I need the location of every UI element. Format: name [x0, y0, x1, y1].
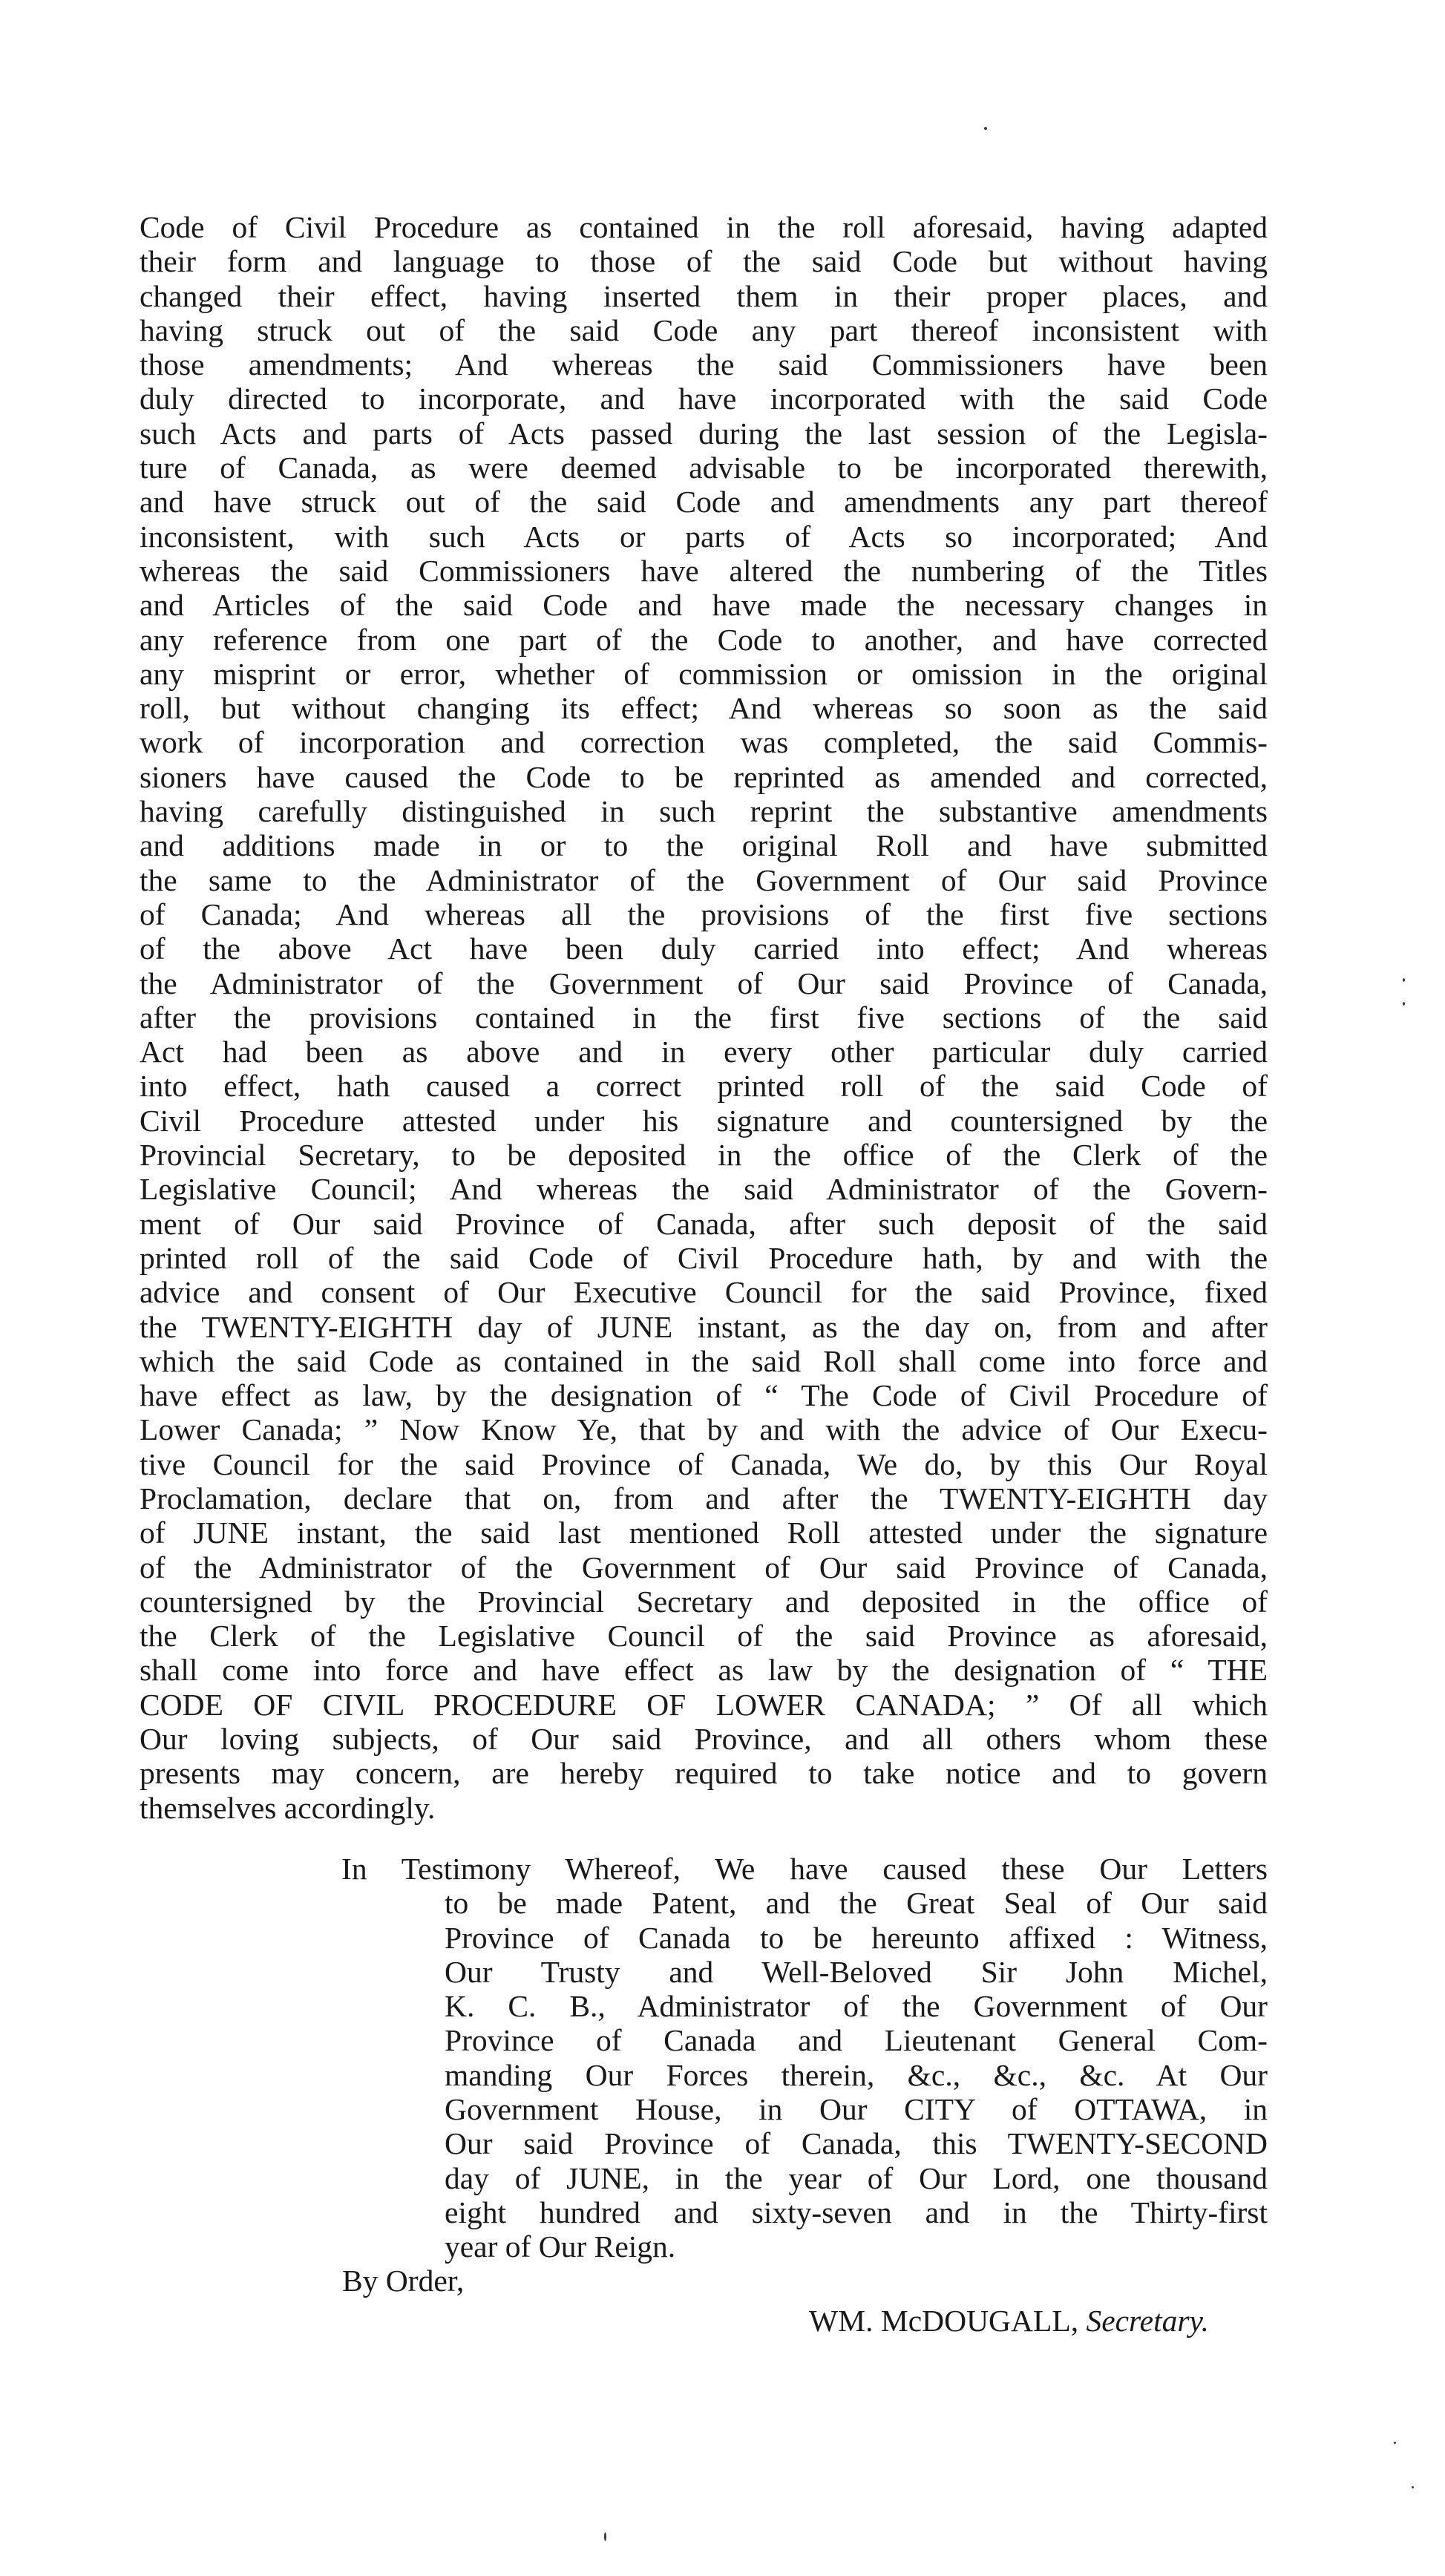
- body-line: their form and language to those of the said Code but without having: [140, 244, 1268, 279]
- testimony-line: Province of Canada to be hereunto affixed : Witness,: [445, 1920, 1268, 1955]
- body-line: presents may concern, are hereby required to take notice and to govern: [140, 1756, 1268, 1791]
- body-line: printed roll of the said Code of Civil Procedure hath, by and with the: [140, 1240, 1268, 1275]
- body-line: of JUNE instant, the said last mentioned Roll attested under the signature: [140, 1515, 1268, 1550]
- testimony-line: Our Trusty and Well-Beloved Sir John Michel,: [445, 1954, 1268, 1989]
- body-line: ment of Our said Province of Canada, after such deposit of the said: [140, 1206, 1268, 1241]
- body-line: Provincial Secretary, to be deposited in the office of the Clerk of the: [140, 1138, 1268, 1173]
- body-line: work of incorporation and correction was completed, the said Commis-: [140, 725, 1268, 760]
- scan-speck: [1403, 1002, 1405, 1006]
- body-line: have effect as law, by the designation of “ The Code of Civil Procedure of: [140, 1378, 1268, 1413]
- body-line: ture of Canada, as were deemed advisable to be incorporated therewith,: [140, 450, 1268, 485]
- scan-speck: [1394, 2442, 1396, 2444]
- body-line: and Articles of the said Code and have made the necessary changes in: [140, 588, 1268, 623]
- body-line: of Canada; And whereas all the provisions of the first five sections: [140, 897, 1268, 931]
- body-line: having struck out of the said Code any part thereof inconsistent with: [140, 312, 1268, 347]
- body-line: which the said Code as contained in the said Roll shall come into force and: [140, 1343, 1268, 1378]
- testimony-line: Our said Province of Canada, this TWENTY-SECOND: [445, 2126, 1268, 2161]
- body-line: Legislative Council; And whereas the said Administrator of the Govern-: [140, 1172, 1268, 1207]
- testimony-line: In Testimony Whereof, We have caused these Our Letters: [341, 1852, 1268, 1886]
- signatory-title: Secretary.: [1086, 2304, 1210, 2338]
- body-line: Proclamation, declare that on, from and after the TWENTY-EIGHTH day: [140, 1481, 1268, 1515]
- signature-block: [809, 2304, 1209, 2338]
- body-line: sioners have caused the Code to be reprinted as amended and corrected,: [140, 759, 1268, 794]
- body-line: shall come into force and have effect as law by the designation of “ THE: [140, 1653, 1268, 1688]
- testimony-line: eight hundred and sixty-seven and in the Thirty-first: [445, 2195, 1268, 2229]
- body-line: Our loving subjects, of Our said Province, and all others whom these: [140, 1722, 1268, 1757]
- body-line: themselves accordingly.: [140, 1790, 436, 1825]
- body-line: into effect, hath caused a correct printed roll of the said Code of: [140, 1069, 1268, 1104]
- body-line: inconsistent, with such Acts or parts of Acts so incorporated; And: [140, 519, 1268, 554]
- body-line: and additions made in or to the original Roll and have submitted: [140, 828, 1268, 863]
- scan-speck: [604, 2532, 606, 2541]
- body-line: Lower Canada; ” Now Know Ye, that by and with the advice of Our Execu-: [140, 1412, 1268, 1447]
- body-line: tive Council for the said Province of Canada, We do, by this Our Royal: [140, 1446, 1268, 1481]
- body-line: after the provisions contained in the first five sections of the said: [140, 1000, 1268, 1035]
- testimony-line: year of Our Reign.: [445, 2229, 676, 2264]
- body-line: such Acts and parts of Acts passed during the last session of the Legisla-: [140, 416, 1268, 450]
- body-line: changed their effect, having inserted them in their proper places, and: [140, 278, 1268, 313]
- testimony-line: manding Our Forces therein, &c., &c., &c. At Our: [445, 2057, 1268, 2092]
- signatory-name: WM. McDOUGALL,: [809, 2304, 1079, 2338]
- testimony-line: Government House, in Our CITY of OTTAWA, in: [445, 2092, 1268, 2127]
- testimony-line: to be made Patent, and the Great Seal of Our said: [445, 1886, 1268, 1921]
- body-line: CODE OF CIVIL PROCEDURE OF LOWER CANADA; ” Of all which: [140, 1687, 1268, 1722]
- body-line: Civil Procedure attested under his signature and countersigned by the: [140, 1103, 1268, 1138]
- body-line: of the above Act have been duly carried into effect; And whereas: [140, 931, 1268, 966]
- testimony-line: Province of Canada and Lieutenant General Com-: [445, 2023, 1268, 2058]
- body-line: Code of Civil Procedure as contained in the roll aforesaid, having adapted: [140, 210, 1268, 244]
- body-line: the Administrator of the Government of Our said Province of Canada,: [140, 966, 1268, 1000]
- body-line: roll, but without changing its effect; And whereas so soon as the said: [140, 691, 1268, 726]
- scan-speck: [1403, 978, 1405, 982]
- body-line: duly directed to incorporate, and have incorporated with the said Code: [140, 381, 1268, 416]
- body-line: advice and consent of Our Executive Council for the said Province, fixed: [140, 1275, 1268, 1310]
- body-line: countersigned by the Provincial Secretary and deposited in the office of: [140, 1584, 1268, 1619]
- testimony-line: day of JUNE, in the year of Our Lord, one thousand: [445, 2160, 1268, 2195]
- scan-speck: [1412, 2486, 1414, 2488]
- body-line: Act had been as above and in every other particular duly carried: [140, 1035, 1268, 1069]
- body-line: those amendments; And whereas the said Commissioners have been: [140, 347, 1268, 382]
- body-line: any reference from one part of the Code to another, and have corrected: [140, 622, 1268, 657]
- scan-speck: [984, 127, 987, 130]
- body-line: the same to the Administrator of the Government of Our said Province: [140, 862, 1268, 897]
- testimony-clause: [342, 1852, 1268, 2264]
- body-line: the Clerk of the Legislative Council of the said Province as aforesaid,: [140, 1619, 1268, 1654]
- body-line: and have struck out of the said Code and amendments any part thereof: [140, 485, 1268, 520]
- body-line: whereas the said Commissioners have altered the numbering of the Titles: [140, 553, 1268, 588]
- body-line: of the Administrator of the Government of Our said Province of Canada,: [140, 1550, 1268, 1584]
- testimony-line: K. C. B., Administrator of the Government of Our: [445, 1989, 1268, 2024]
- proclamation-body: [140, 210, 1268, 1825]
- body-line: having carefully distinguished in such reprint the substantive amendments: [140, 794, 1268, 829]
- by-order-line: By Order,: [342, 2264, 465, 2298]
- body-line: the TWENTY-EIGHTH day of JUNE instant, as the day on, from and after: [140, 1309, 1268, 1344]
- body-line: any misprint or error, whether of commission or omission in the original: [140, 656, 1268, 691]
